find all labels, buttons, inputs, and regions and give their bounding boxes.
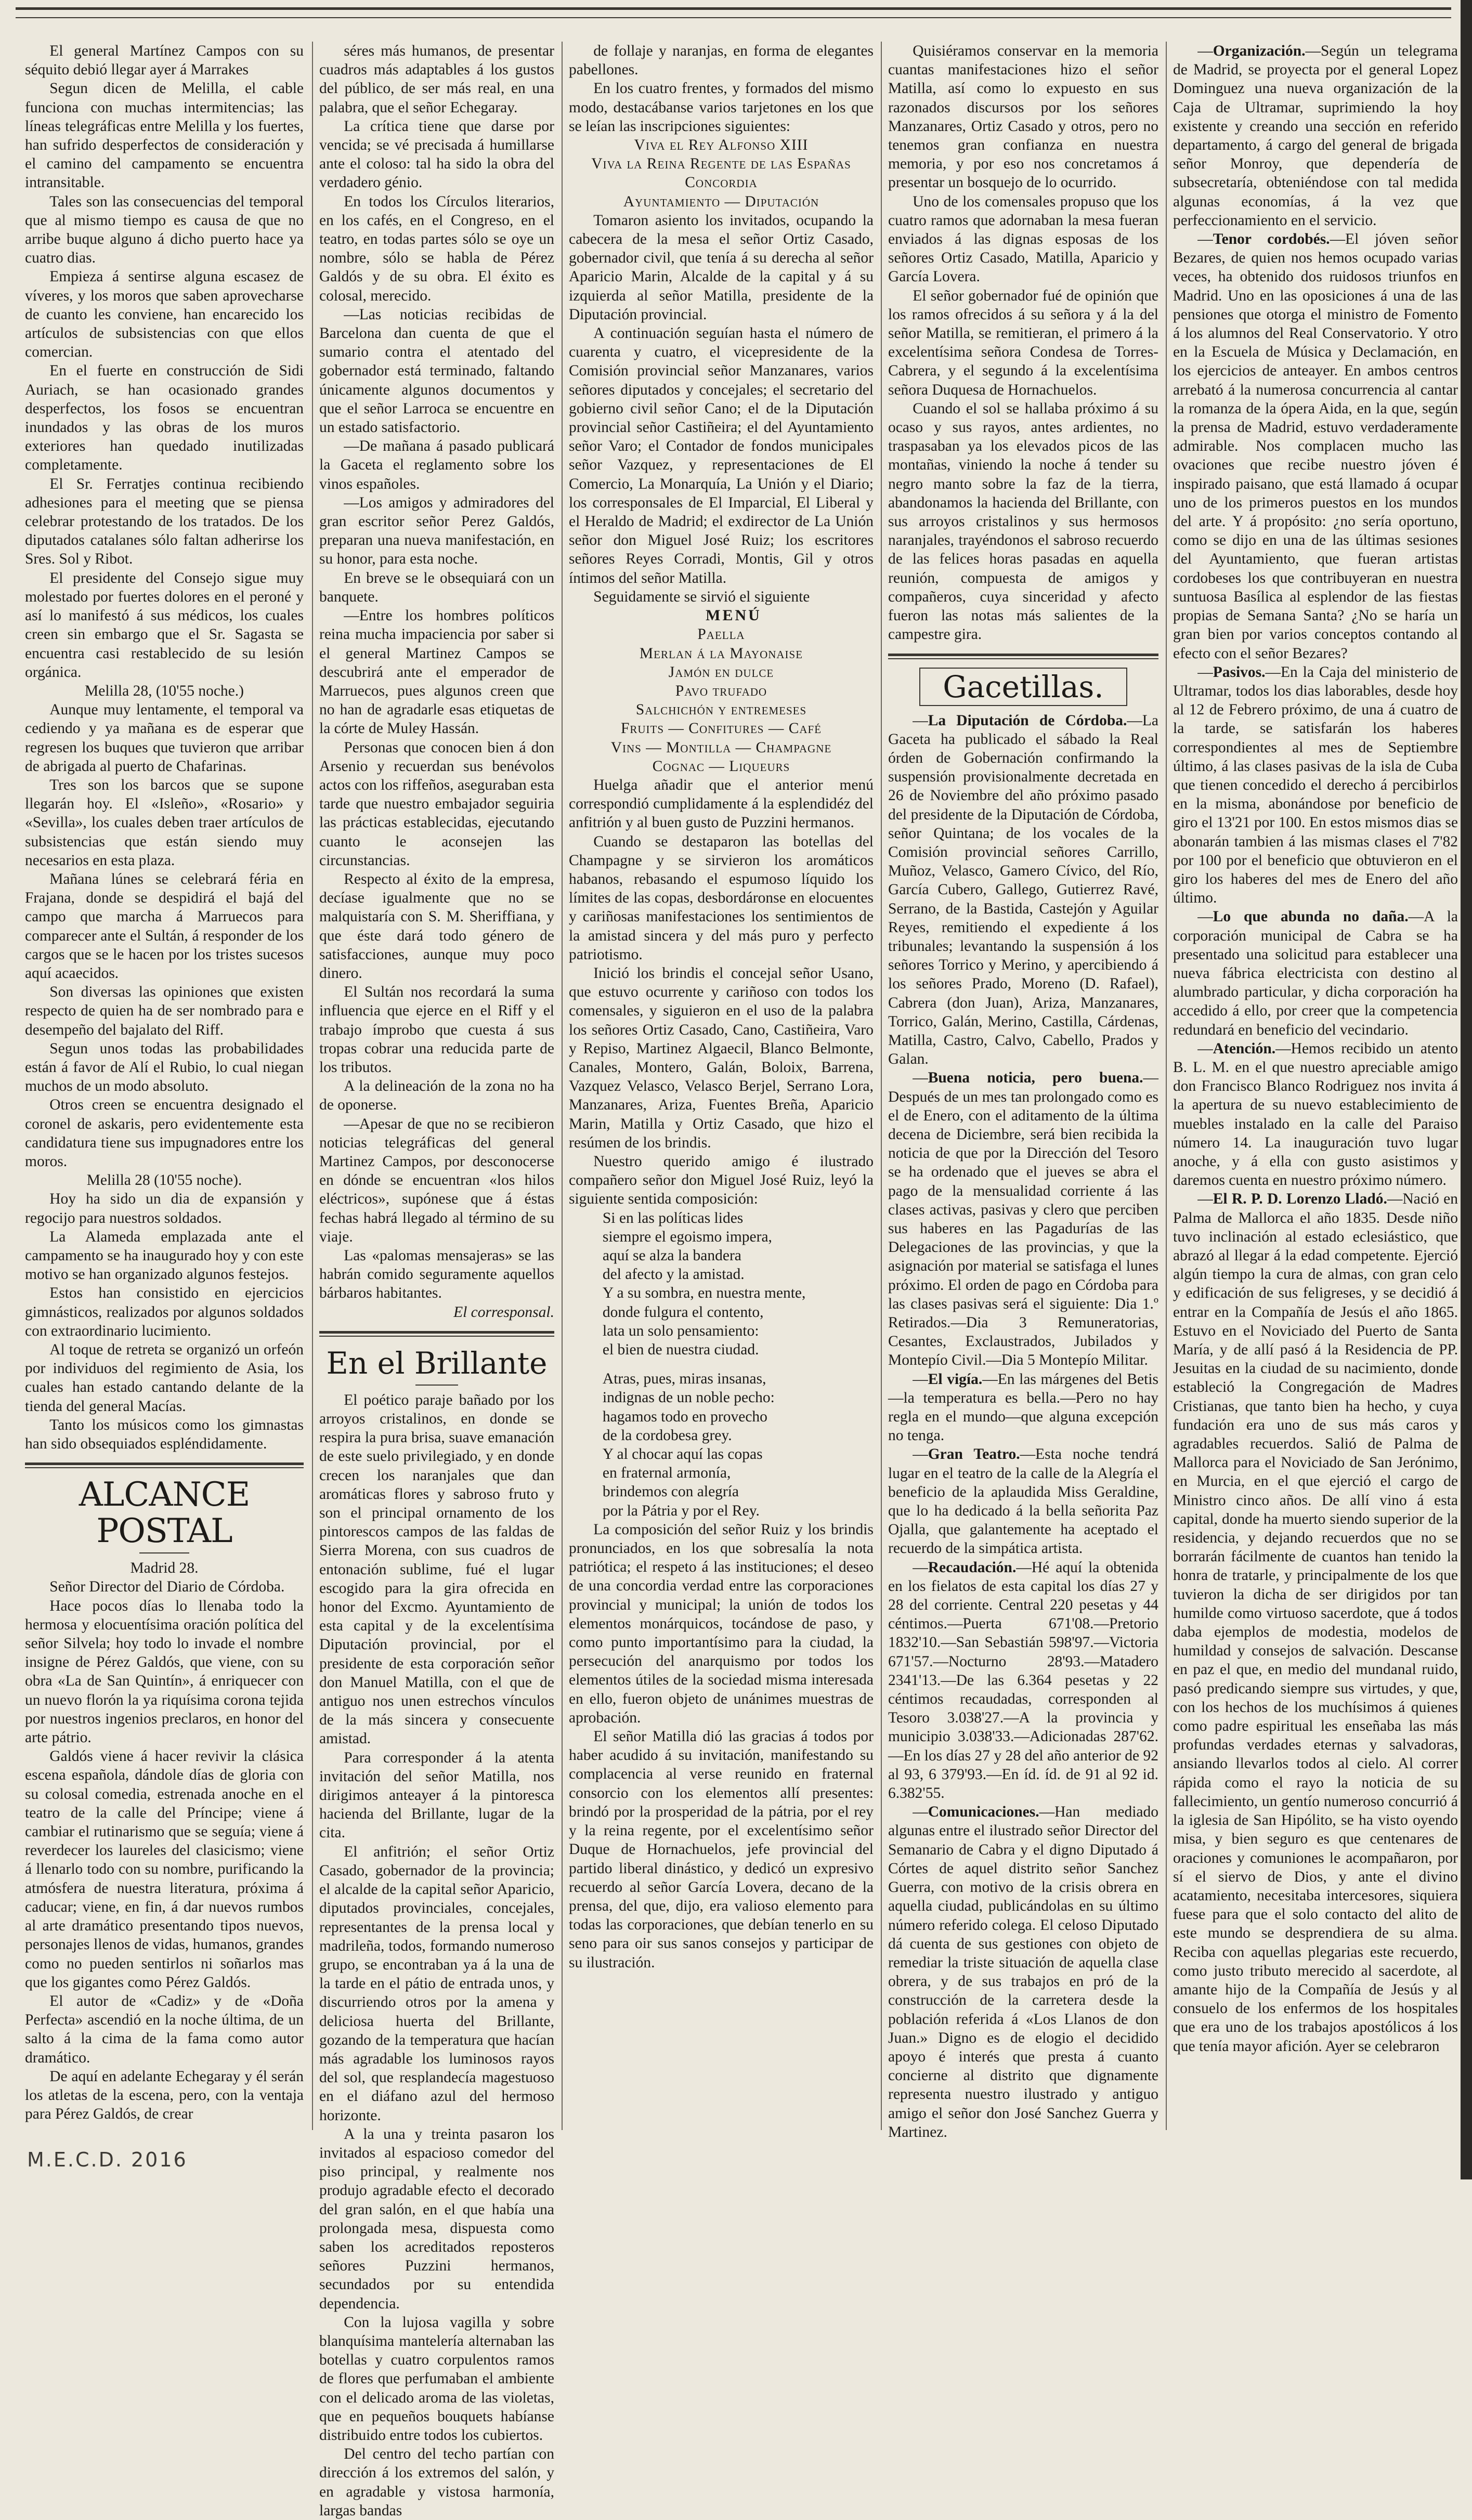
brillante-paragraph: Huelga añadir que el anterior menú correspondió cumplidamente á la esplendidéz del anfitrión y al buen gusto de Puzzini hermanos. <box>569 776 874 831</box>
news-paragraph: En el fuerte en construcción de Sidi Auriach, se han ocasionado grandes desperfectos, los fosos se encuentran inundados y las obras de los muros exteriores han quedado inutilizadas completamente. <box>25 362 304 474</box>
gacetillas-title: Gacetillas. <box>919 668 1127 706</box>
correspondence-paragraph: —Apesar de que no se recibieron noticias telegráficas del general Martinez Campos, por desconocerse en dónde se encuentran «los hilos eléctricos», supónese que á éstas fechas habrá llegado al término de su viaje. <box>319 1115 554 1245</box>
correspondence-paragraph: En breve se le obsequiará con un banquete. <box>319 569 554 605</box>
alcance-body <box>25 1597 304 2124</box>
news-paragraph: Hoy ha sido un dia de expansión y regocijo para nuestros soldados. <box>25 1191 304 1226</box>
alcance-paragraph: El autor de «Cadiz» y de «Doña Perfecta» ascendió en la noche última, de un salto á la cima de la fama como autor dramático. <box>25 1992 304 2066</box>
column-2 <box>319 42 554 2519</box>
brillante-paragraph: Con la lujosa vagilla y sobre blanquísima mantelería alternaban las botellas y cuatro corpulentos ramos de flores que perfumaban el ambiente con el delicado aroma de las violetas, que en pequeños bouquets habíanse distribuido entre todos los cubiertos. <box>319 2314 554 2444</box>
gacetilla-item-head: Recaudación. <box>928 1559 1017 1576</box>
gacetilla-item-head: El vigía. <box>928 1370 983 1388</box>
alcance-dateline: Madrid 28. <box>130 1560 199 1577</box>
news-item-text: A la corporación municipal de Cabra se ha presentado una solicitud para establecer una nueva fábrica electricista con destino al alumbrado particular, y dicha corporación ha accedido á ello, por creer que la competencia redundará en beneficio del vecindario. <box>1173 908 1458 1038</box>
alcance-salutation: Señor Director del Diario de Córdoba. <box>49 1578 285 1596</box>
news-item-text: Nació en Palma de Mallorca el año 1835. Desde niño tuvo inclinación al estado eclesiástico, que abrazó al llegar á la edad competente. Ejerció algún tiempo la cura de almas, con gran celo y edificación de sus feligreses, y se decidió á entrar en la Compañía de Jesús el año 1865. Estuvo en el Noviciado del Puerto de Santa María, y de allí pasó á la Residencia de PP. Jesuitas en la ciudad de su nacimiento, donde estableció la Congregación de Madres Cristianas, que tanto bien ha hecho, y cuya fundación era uno de sus más caros y agradables recuerdos. Salió de Palma de Mallorca para el Noviciado de San Jerónimo, en Murcia, en el que ejerció el cargo de Ministro cinco años. De allí vino á esta capital, donde ha muerto siendo superior de la residencia, y dejando recuerdos que no se borrarán fácilmente de cuantos han tenido la honra de tratarle, y principalmente de los que tuvieron la dicha de ser dirigidos por tan humilde como virtuoso sacerdote, que á todos daba ejemplos de modestia, modelos de humildad y consejos de salvación. Descanse en paz el que, en medio del mundanal ruido, pasó predicando siempre sus virtudes, y que, con los hechos de los muchísimos á quienes como padre espiritual les enseñaba las más profundas verdades eternas y salvadoras, ansiando llevarlos todos al cielo. Al correr rápida como el rayo la noticia de su fallecimiento, un gentío numeroso concurrió á la iglesia de San Hipólito, se ha visto oyendo misa, y bien seguro es que centenares de oraciones y comuniones le acompañaron, por sí el siervo de Dios, y ante el divino acatamiento, necesitaba intercesores, siquiera fuese para que el solo contacto del alito de este mundo se desprendiera de su alma. Reciba con aquellas plegarias este recuerdo, como justo tributo merecido al sacerdote, al amante hijo de la Compañía de Jesús y al consuelo de los enfermos de los hospitales que era uno de los trabajos apostólicos á los que tenía mayor afición. Ayer se celebraron <box>1173 1191 1458 2055</box>
brillante-paragraph: El señor gobernador fué de opinión que los ramos ofrecidos á su señora y á la del señor Matilla, se remitieran, el primero á la excelentísima señora Condesa de Torres-Cabrera, y el segundo á la excelentísima señora Duquesa de Hornachuelos. <box>888 287 1158 398</box>
menu-list <box>569 625 874 776</box>
news-paragraph: Segun dicen de Melilla, el cable funciona con muchas intermitencias; las líneas telegráficas entre Melilla y los fuertes, han sufrido desperfectos de consideración y el camino del campamento se encuentra intransitable. <box>25 80 304 191</box>
news-paragraph: El presidente del Consejo sigue muy molestado por fuertes dolores en el peroné y así lo manifestó á sus médicos, los cuales creen sin embargo que el Sr. Sagasta se encuentra casi restablecido de su lesión orgánica. <box>25 569 304 681</box>
news-paragraph: Aunque muy lentamente, el temporal va cediendo y ya mañana es de esperar que regresen los buques que tuvieron que arribar de abrigada al puerto de Chafarinas. <box>25 701 304 775</box>
menu-item: Salchichón y entremeses <box>635 701 807 719</box>
poem-line: de la cordobesa grey. <box>602 1427 732 1444</box>
brillante-paragraph: Nuestro querido amigo é ilustrado compañero señor don Miguel José Ruiz, leyó la siguiente sentida composición: <box>569 1153 874 1208</box>
poem-line: lata un solo pensamiento: <box>602 1322 759 1339</box>
brillante-paragraph: El señor Matilla dió las gracias á todos por haber acudido á su invitación, manifestando su complacencia al verse reunido en fraternal consorcio con los elementos allí presentes: brindó por la prosperidad de la pátria, por el rey y la reina regente, por el excelentísimo señor Duque de Hornachuelos, jefe provincial del partido liberal dinástico, y dedicó un expresivo recuerdo al señor García Lovera, decano de la prensa, del que, dijo, era valioso elemento para todas las corporaciones, que debían tenerlo en su seno para oir sus sanos consejos y participar de su ilustración. <box>569 1728 874 1971</box>
brillante-title: En el Brillante <box>326 1345 548 1381</box>
news-paragraph: Mañana lúnes se celebrará féria en Frajana, donde se despidirá el bajá del campo que marcha á Marruecos para comparecer ante el Sultán, á responder de los cargos que se le hacen por los tristes sucesos aquí acaecidos. <box>25 870 304 982</box>
news-paragraph: Estos han consistido en ejercicios gimnásticos, realizados por algunos soldados con extraordinario lucimiento. <box>25 1285 304 1339</box>
brillante-part3 <box>569 211 874 606</box>
section-rule <box>25 1463 304 1468</box>
signature: El corresponsal. <box>453 1303 554 1321</box>
brillante-paragraph: Inició los brindis el concejal señor Usano, que estuvo ocurrente y cariñoso con todos los comensales, y siguieron en el uso de la palabra los señores Ortiz Casado, Cano, Castiñeira, Varo y Repiso, Martinez Algaecil, Blanco Belmonte, Canales, Montero, Galán, Boloix, Barrena, Vazquez Velasco, Velasco Berjel, Serrano Lora, Manzanares, Ariza, Fuentes Breña, Aparicio Marin, Matilla y Ortiz Casado, que hizo el resúmen de los brindis. <box>569 964 874 1151</box>
col5-news-list <box>1173 42 1458 2056</box>
poem-line: el bien de nuestra ciudad. <box>602 1341 759 1359</box>
brillante-part6 <box>888 42 1158 644</box>
brillante-paragraph: El poético paraje bañado por los arroyos cristalinos, en donde se respira la pura brisa, suave emanación de este suelo privilegiado, y en donde crecen los naranjales que dan aromáticas flores y sabroso fruto y son el principal ornamento de los pintorescos campos de las faldas de Sierra Morena, con sus cuadros de entonación sublime, fué el lugar escogido para la gira ofrecida en honor del Excmo. Ayuntamiento de esta capital y de la excelentísima Diputación provincial, por el presidente de esta corporación señor don Manuel Matilla, con el que de antiguo nos unen estrechos vínculos de la más sincera y consecuente amistad. <box>319 1391 554 1747</box>
column-separator <box>312 42 313 2130</box>
news-paragraph: La Alameda emplazada ante el campamento se ha inaugurado hoy y con este motivo se han organizado algunos festejos. <box>25 1228 304 1283</box>
poem-line: indignas de un noble pecho: <box>602 1389 775 1406</box>
gacetilla-item-head: Comunicaciones. <box>928 1804 1039 1821</box>
news-item-head: Tenor cordobés. <box>1213 231 1330 248</box>
top-rule <box>16 7 1451 18</box>
inscription-line: Concordia <box>685 174 758 191</box>
news-item: —Pasivos.—En la Caja del ministerio de Ultramar, todos los dias laborables, desde hoy al 12 de Febrero próximo, de una á cuatro de la tarde, se satisfarán los haberes correspondientes al mes de Septiembre último, á las clases pasivas de la isla de Cuba que tienen concedido el derecho á percibirlos en la misma, abonándose por beneficio de giro el 13'21 por 100. En estos mismos dias se abonarán tambien á las mismas clases el 7'82 por 100 por el beneficio que obtuvieron en el giro los haberes del mes de Enero del año último. <box>1173 663 1458 907</box>
news-item-head: Organización. <box>1213 43 1306 59</box>
brillante-paragraph: Para corresponder á la atenta invitación del señor Matilla, nos dirigimos anteayer á la pintoresca hacienda del Brillante, lugar de la cita. <box>319 1749 554 1842</box>
brillante-paragraph: Quisiéramos conservar en la memoria cuantas manifestaciones hizo el señor Matilla, así como lo expuesto en sus razonados discursos por los señores Manzanares, Ortiz Casado y otros, pero no tenemos gran confianza en nuestra memoria, y por eso nos concretamos á presentar un bosquejo de lo ocurrido. <box>888 43 1158 191</box>
news-paragraph: El general Martínez Campos con su séquito debió llegar ayer á Marrakes <box>25 43 304 79</box>
correspondence-paragraph: La crítica tiene que darse por vencida; se vé precisada á humillarse ante el coloso: tal ha sido la obra del verdadero génio. <box>319 117 554 191</box>
news-item: —Organización.—Según un telegrama de Madrid, se proyecta por el general Lopez Dominguez una nueva organización de la Caja de Ultramar, suprimiendo la hoy existente y creando una sección en referido departamento, á cargo del general de brigada señor Monroy, que dependería de subsecretaría, obteniéndose con tal medida algunas economías, á la vez que perfeccionamiento en el servicio. <box>1173 43 1458 229</box>
column-3 <box>569 42 874 2130</box>
news-paragraph: Al toque de retreta se organizó un orfeón por individuos del regimiento de Asia, los cuales han estado cantando delante de la tienda del general Macías. <box>25 1341 304 1415</box>
news-item-text: Según un telegrama de Madrid, se proyecta por el general Lopez Dominguez una nueva organización de la Caja de Ultramar, suprimiendo la hoy existente y creando una sección en referido departamento, á cargo del general de brigada señor Monroy, que dependería de subsecretaría, obteniéndose con tal medida algunas economías, á la vez que perfeccionamiento en el servicio. <box>1173 43 1458 229</box>
news-item: —Atención.—Hemos recibido un atento B. L. M. en el que nuestro apreciable amigo don Francisco Blanco Rodriguez nos invita á la apertura de su nuevo establecimiento de muebles instalado en la calle del Paraiso número 14. La inauguración tuvo lugar anoche, y á ella con gusto asistimos y daremos cuenta en nuestro próximo número. <box>1173 1040 1458 1189</box>
inscription-line: Ayuntamiento — Diputación <box>623 193 819 210</box>
brillante-paragraph: Cuando se destaparon las botellas del Champagne y se sirvieron los aromáticos habanos, rebasando el espumoso líquido los límites de las copas, desbordáronse en elocuentes y cariñosas manifestaciones los sentimientos de la amistad sincera y del más puro y perfecto patriotismo. <box>569 833 874 963</box>
inscription-line: Viva la Reina Regente de las Españas <box>591 155 851 173</box>
poem-line: donde fulgura el contento, <box>602 1303 764 1321</box>
news-paragraph: El Sr. Ferratjes continua recibiendo adhesiones para el meeting que se piensa celebrar protestando de los tratados. De los diputados catalanes sólo faltan adherirse los Sres. Sol y Ribot. <box>25 475 304 568</box>
column-separator <box>562 42 563 2130</box>
gacetilla-item-head: Gran Teatro. <box>928 1446 1020 1463</box>
column-separator <box>1166 42 1167 2130</box>
news-item-head: Pasivos. <box>1213 663 1266 681</box>
gacetilla-item: —El vigía.—En las márgenes del Betis—la temperatura es bella.—Pero no hay regla en el mundo—que alguna excepción no tenga. <box>888 1370 1158 1444</box>
brillante-part5 <box>569 1520 874 1972</box>
poem-line: siempre el egoismo impera, <box>602 1228 772 1245</box>
gacetilla-item: —Buena noticia, pero buena.—Después de un mes tan prolongado como es el de Enero, con el aditamento de la última decena de Diciembre, será bien recibida la noticia de que por la Dirección del Tesoro se ha ordenado que el jueves se abra el pago de la mensualidad corriente á las clases activas, pasivas y clero que perciben sus haberes en las Pagadurías de las Delegaciones de las provincias, y que la asignación por material se satisfaga el lunes próximo. El orden de pago en Córdoba para las clases pasivas será el siguiente: Dia 1.º Retirados.—Dia 3 Remuneratorias, Cesantes, Exclaustrados, Jubilados y Montepío Civil.—Dia 5 Montepío Militar. <box>888 1069 1158 1369</box>
poem-line: por la Pátria y por el Rey. <box>602 1502 760 1519</box>
menu-item: Pavo trufado <box>675 682 767 699</box>
menu-item: Vins — Montilla — Champagne <box>610 739 832 756</box>
correspondence-paragraph: séres más humanos, de presentar cuadros más adaptables á los gustos del público, de ser más real, en una palabra, que el señor Echegaray. <box>319 43 554 116</box>
news-item: —El R. P. D. Lorenzo Lladó.—Nació en Palma de Mallorca el año 1835. Desde niño tuvo inclinación al estado eclesiástico, que abrazó al llegar á la edad competente. Ejerció algún tiempo la cura de almas, con gran celo y edificación de sus feligreses, y se decidió á entrar en la Compañía de Jesús el año 1865. Estuvo en el Noviciado del Puerto de Santa María, y de allí pasó á la Residencia de PP. Jesuitas en la ciudad de su nacimiento, donde estableció la Congregación de Madres Cristianas, que tanto bien ha hecho, y cuya fundación era uno de sus más caros y agradables recuerdos. Salió de Palma de Mallorca para el Noviciado de San Jerónimo, en Murcia, en el que ejerció el cargo de Ministro cinco años. De allí vino á esta capital, donde ha muerto siendo superior de la residencia, y dejando recuerdos que no se borrarán fácilmente de cuantos han tenido la honra de tratarle, y principalmente de los que tuvieron la dicha de ser dirigidos por tan humilde como virtuoso sacerdote, que á todos daba ejemplos de modestia, modelos de humildad y consejos de salvación. Descanse en paz el que, en medio del mundanal ruido, pasó predicando siempre sus virtudes, y que, con los hechos de los muchísimos á quienes como padre espiritual les enseñaba las más profundas verdades eternas y salvadoras, ansiando llevarlos todos al cielo. Al correr rápida como el rayo la noticia de su fallecimiento, un gentío numeroso concurrió á la iglesia de San Hipólito, se ha visto oyendo misa, y bien seguro es que centenares de oraciones y comuniones le acompañaron, por sí el siervo de Dios, y ante el divino acatamiento, necesitaba intercesores, siquiera fuese para que el solo contacto del alito de este mundo se desprendiera de su alma. Reciba con aquellas plegarias este recuerdo, como justo tributo merecido al sacerdote, al amante hijo de la Compañía de Jesús y al consuelo de los enfermos de los hospitales que era uno de los trabajos apostólicos á los que tenía mayor afición. Ayer se celebraron <box>1173 1191 1458 2055</box>
poem-line: Y a su sombra, en nuestra mente, <box>602 1285 806 1302</box>
brillante-paragraph: de follaje y naranjas, en forma de elegantes pabellones. <box>569 43 874 79</box>
correspondence-paragraph: —Las noticias recibidas de Barcelona dan cuenta de que el sumario contra el atentado del gobernador está terminado, faltando únicamente algunos documentos y que el señor Larroca se encuentre en un estado satisfactorio. <box>319 306 554 436</box>
brillante-paragraph: Del centro del techo partían con dirección á los extremos del salón, y en agradable y vistosa harmonía, largas bandas <box>319 2446 554 2519</box>
news-paragraph: Tres son los barcos que se supone llegarán hoy. El «Isleño», «Rosario» y «Sevilla», los cuales deben traer artículos de subsistencias que están siendo muy necesarios en esta plaza. <box>25 776 304 869</box>
inscription-line: Viva el Rey Alfonso XIII <box>634 137 809 154</box>
brillante-paragraph: A continuación seguían hasta el número de cuarenta y cuatro, el vicepresidente de la Comisión provincial señor Manzanares, varios señores diputados y concejales; el secretario del gobierno civil señor Cano; el de la Diputación provincial señor Castiñeira; el del Ayuntamiento señor Varo; el Contador de fondos municipales señor Vazquez, y representaciones de El Comercio, La Monarquía, La Unión y el Diario; los corresponsales de El Imparcial, El Liberal y el Heraldo de Madrid; el exdirector de La Unión señor don Miguel José Ruiz; los escritores señores Reyes Corradi, Montis, Gil y otros íntimos del señor Matilla. <box>569 325 874 586</box>
news-paragraph: Son diversas las opiniones que existen respecto de quien ha de ser nombrado para e desempeño del bajalato del Riff. <box>25 984 304 1038</box>
correspondence-paragraph: En todos los Círculos literarios, en los cafés, en el Congreso, en el teatro, en todas partes sólo se oye un nombre, sólo se habla de Pérez Galdós y de su obra. El éxito es colosal, merecido. <box>319 193 554 304</box>
poem-line: en fraternal armonía, <box>602 1465 731 1482</box>
poem-line: Si en las políticas lides <box>602 1209 744 1226</box>
gacetilla-item: —La Diputación de Córdoba.—La Gaceta ha publicado el sábado la Real órden de Gobernación confirmando la suspensión provisionalmente decretada en 26 de Noviembre del año próximo pasado del presidente de la Diputación de Córdoba, señor Quintana; de los vocales de la Comisión provincial señores Carrillo, Muñoz, Velasco, Gamero Cívico, del Río, García Cubero, Gallego, Gutierrez Ravé, Serrano, de la Bastida, Castejón y Aguilar Reyes, remitiendo el expediente á los tribunales; levantando la suspensión á los señores Torrico y Merino, y apercibiendo á los señores Prado, Moreno (D. Rafael), Cabrera (don Juan), Ariza, Manzanares, Torrico, Galán, Merino, Castilla, Cárdenas, Matilla, Castro, Calvo, Cabello, Prados y Galan. <box>888 712 1158 1068</box>
gacetilla-item: —Recaudación.—Hé aquí la obtenida en los fielatos de esta capital los días 27 y 28 del corriente. Central 220 pesetas y 44 céntimos.—Puerta 671'08.—Pretorio 1832'10.—San Sebastián 598'97.—Victoria 671'57.—Nocturno 28'93.—Matadero 2341'13.—De las 6.364 pesetas y 22 céntimos recaudadas, corresponden al Tesoro 3.038'27.—A la provincia y municipio 3.038'33.—Adicionadas 287'62.—En los días 27 y 28 del año anterior de 92 al 93, 6 379'93.—En íd. íd. de 91 al 92 id. 6.382'55. <box>888 1559 1158 1802</box>
brillante-paragraph: A la una y treinta pasaron los invitados al espacioso comedor del piso principal, y realmente nos produjo agradable efecto el decorado del gran salón, en el que había una prolongada mesa, dispuesta como saben los acreditados reposteros señores Puzzini hermanos, secundados por su entendida dependencia. <box>319 2125 554 2312</box>
brillante-paragraph: La composición del señor Ruiz y los brindis pronunciados, en los que sobresalía la nota patriótica; el respeto á las instituciones; el deseo de una concordia verdad entre las corporaciones provincial y municipal; la unión de todos los elementos monárquicos, tocándose de paso, y como punto importantísimo para la ciudad, la persecución del anarquismo por todos los elementos útiles de la sociedad misma interesada en ello, fueron objeto de unánimes muestras de aprobación. <box>569 1521 874 1726</box>
section-rule <box>888 654 1158 659</box>
news-item: —Tenor cordobés.—El jóven señor Bezares, de quien nos hemos ocupado varias veces, ha obtenido dos ruidosos triunfos en Madrid. Uno en las oposiciones á una de las pensiones que otorga el ministro de Fomento á los alumnos del Real Conservatorio. Y otro en la Escuela de Música y Declamación, en los ejercicios de anteayer. En ambos centros arrebató á la numerosa concurrencia al cantar la romanza de la ópera Aida, en la que, según la prensa de Madrid, estuvo verdaderamente admirable. Nos complacen mucho las ovaciones que recibe nuestro jóven é inspirado paisano, que está llamado á ocupar uno de los primeros puestos en los mundos del arte. Y á propósito: ¿no sería oportuno, como se dijo en una de las últimas sesiones del Ayuntamiento, que fueran artistas cordobeses los que contribuyeran en nuestra suntuosa Basílica al esplendor de las fiestas propias de Semana Santa? ¿No se haría un gran bien por varios conceptos contando al efecto con el señor Bezares? <box>1173 231 1458 662</box>
news-paragraph: Melilla 28 (10'55 noche). <box>86 1172 242 1189</box>
poem-line: hagamos todo en provecho <box>602 1408 767 1425</box>
poem-line: Y al chocar aquí las copas <box>602 1446 763 1463</box>
gacetilla-item-text: Esta noche tendrá lugar en el teatro de la calle de la Alegría el beneficio de la aplaudida Miss Geraldine, que lo ha dedicado á la bella señorita Paz Ojalla, que galantemente ha aceptado el recuerdo de la simpática artista. <box>888 1446 1159 1557</box>
news-item-head: El R. P. D. Lorenzo Lladó. <box>1213 1191 1387 1208</box>
short-rule <box>139 1552 189 1553</box>
news-item-text: Hemos recibido un atento B. L. M. en el que nuestro apreciable amigo don Francisco Blanco Rodriguez nos invita á la apertura de su nuevo establecimiento de muebles instalado en la calle del Paraiso número 14. La inauguración tuvo lugar anoche, y á ella con gusto asistimos y daremos cuenta en nuestro próximo número. <box>1173 1040 1458 1189</box>
alcance-title: ALCANCE POSTAL <box>79 1476 250 1551</box>
inscriptions <box>569 136 874 211</box>
poem-stanza-1 <box>569 1209 874 1360</box>
column-5 <box>1173 42 1458 2130</box>
gacetilla-item-text: Han mediado algunas entre el ilustrado señor Director del Semanario de Cabra y el digno Diputado á Córtes de aquel distrito señor Sanchez Guerra, con motivo de la crisis obrera en aquella ciudad, publicándolas en su último número referido colega. El celoso Diputado dá cuenta de sus gestiones con objeto de remediar la triste situación de aquella clase obrera, y de sus trabajos en pró de la construcción de la carretera desde la población referida á «Los Llanos de don Juan.» Digno es de elogio el decidido apoyo é interés que presta á cuanto concierne al distrito que dignamente representa nuestro ilustrado y antiguo amigo el señor don José Sanchez Guerra y Martinez. <box>888 1804 1158 2140</box>
news-paragraph: Empieza á sentirse alguna escasez de víveres, y los moros que saben aprovecharse de cuanto les conviene, han encarecido los artículos de subsistencias con que ellos comercian. <box>25 268 304 361</box>
news-paragraph: Otros creen se encuentra designado el coronel de askaris, pero evidentemente esta candidatura tiene sus impugnadores entre los moros. <box>25 1096 304 1170</box>
menu-item: Merlan á la Mayonaise <box>639 645 803 662</box>
poem-line: aquí se alza la bandera <box>602 1247 741 1264</box>
menu-item: Paella <box>697 626 745 643</box>
correspondence-paragraph: —Los amigos y admiradores del gran escritor señor Perez Galdós, preparan una nueva manifestación, en su honor, para esta noche. <box>319 494 554 568</box>
alcance-paragraph: De aquí en adelante Echegaray y él serán los atletas de la escena, pero, con la ventaja para Pérez Galdós, de crear <box>25 2068 304 2123</box>
correspondence-paragraph: A la delineación de la zona no ha de oponerse. <box>319 1078 554 1114</box>
menu-item: Fruits — Confitures — Café <box>620 720 822 737</box>
alcance-paragraph: Galdós viene á hacer revivir la clásica escena española, dándole días de gloria con su colosal comedia, estrenada anoche en el teatro de la calle del Príncipe; viene á cambiar el rutinarismo que se seguía; viene á reverdecer los laureles del clasicismo; viene á llenarlo todo con su nombre, purificando la atmósfera de nuestra literatura, próxima á caducar; viene, en fin, á dar nuevos rumbos al arte dramático presentando tipos nuevos, personajes llenos de vidas, humanos, grandes como no pueden sentirlos ni soñarlos mas que los gigantes como Pérez Galdós. <box>25 1748 304 1991</box>
column-separator <box>881 42 882 2130</box>
brillante-paragraph: Tomaron asiento los invitados, ocupando la cabecera de la mesa el señor Ortiz Casado, gobernador civil, que tenía á su derecha al señor Aparicio Marin, Alcalde de la capital y á su izquierda al señor Matilla, presidente de la Diputación provincial. <box>569 212 874 323</box>
news-item-text: En la Caja del ministerio de Ultramar, todos los dias laborables, desde hoy al 12 de Febrero próximo, de una á cuatro de la tarde, se satisfarán los haberes correspondientes al mes de Septiembre último, á las clases pasivas de la isla de Cuba que tienen concedido el derecho á percibirlos en la misma, abonándose por beneficio de giro el 13'21 por 100. En estos mismos dias se abonarán tambien á las mismas clases el 7'82 por 100 por el beneficio que obtuvieron en el giro los haberes del mes de Enero del año último. <box>1173 663 1458 907</box>
menu-item: Cognac — Liqueurs <box>652 758 790 775</box>
gacetilla-item: —Comunicaciones.—Han mediado algunas entre el ilustrado señor Director del Semanario de Cabra y el digno Diputado á Córtes de aquel distrito señor Sanchez Guerra, con motivo de la crisis obrera en aquella ciudad, publicándolas en su último número referido colega. El celoso Diputado dá cuenta de sus gestiones con objeto de remediar la triste situación de aquella clase obrera, y de sus trabajos en pró de la construcción de la carretera desde la población referida á «Los Llanos de don Juan.» Digno es de elogio el decidido apoyo é interés que presta á cuanto concierne al distrito que dignamente representa nuestro ilustrado y antiguo amigo el señor don José Sanchez Guerra y Martinez. <box>888 1804 1158 2140</box>
correspondence-paragraph: —De mañana á pasado publicará la Gaceta el reglamento sobre los vinos españoles. <box>319 438 554 492</box>
correspondence-paragraph: Las «palomas mensajeras» se las habrán comido seguramente aquellos bárbaros habitantes. <box>319 1247 554 1302</box>
correspondence-paragraph: Respecto al éxito de la empresa, decíase igualmente que no se malquistaría con S. M. Sheriffiana, y que éste dará todo género de satisfacciones, aunque muy poco dinero. <box>319 870 554 982</box>
correspondence-paragraph: El Sultán nos recordará la suma influencia que ejerce en el Riff y el trabajo ímprobo que cuesta á sus tropas cobrar una reducida parte de los tributos. <box>319 984 554 1076</box>
gacetilla-item-text: Después de un mes tan prolongado como es el de Enero, con el aditamento de la última decena de Diciembre, será bien recibida la noticia de que por la Dirección del Tesoro se ha ordenado que el jueves se abra el pago de la mensualidad corriente á las clases activas, pasivas y clero que perciben sus haberes en las Pagadurías de las Delegaciones de las provincias, y que la asignación por material se satisfaga el lunes próximo. El orden de pago en Córdoba para las clases pasivas será el siguiente: Dia 1.º Retirados.—Dia 3 Remuneratorias, Cesantes, Exclaustrados, Jubilados y Montepío Civil.—Dia 5 Montepío Militar. <box>888 1088 1158 1369</box>
news-paragraph: Melilla 28, (10'55 noche.) <box>85 682 244 699</box>
col2-correspondence <box>319 42 554 1303</box>
menu-title: MENÚ <box>706 607 762 624</box>
short-rule <box>415 1385 458 1386</box>
brillante-paragraph: En los cuatro frentes, y formados del mismo modo, destacábanse varios tarjetones en los que se leían las inscripciones siguientes: <box>569 80 874 135</box>
gacetilla-item-text: La Gaceta ha publicado el sábado la Real órden de Gobernación confirmando la suspensión provisionalmente decretada en 26 de Noviembre del año próximo pasado del presidente de la Diputación de Córdoba, señor Quintana; de los vocales de la Comisión provincial señores Carrillo, Muñoz, Velasco, Gamero Cívico, del Río, García Cubero, Gallego, Gutierrez Ravé, Serrano, de la Bastida, Castejón y Aguilar Reyes, remitiendo el expediente á los tribunales; levantando la suspensión á los señores Torrico y Merino, y apercibiendo á los señores Prado, Moreno (D. Rafael), Cabrera (don Juan), Ariza, Manzanares, Torrico, Galán, Merino, Castilla, Cárdenas, Matilla, Castro, Calvo, Cabello, Prados y Galan. <box>888 712 1158 1068</box>
gacetilla-item-head: Buena noticia, pero buena. <box>928 1069 1143 1087</box>
gacetilla-item: —Gran Teatro.—Esta noche tendrá lugar en el teatro de la calle de la Alegría el beneficio de la aplaudida Miss Geraldine, que lo ha dedicado á la bella señorita Paz Ojalla, que galantemente ha aceptado el recuerdo de la simpática artista. <box>888 1446 1159 1557</box>
news-item-text: El jóven señor Bezares, de quien nos hemos ocupado varias veces, ha obtenido dos ruidosos triunfos en Madrid. Uno en las oposiciones á una de las pensiones que otorga el ministro de Fomento á los alumnos del Real Conservatorio. Y otro en la Escuela de Música y Declamación, en los ejercicios de anteayer. En ambos centros arrebató á la numerosa concurrencia al cantar la romanza de la ópera Aida, en la que, según la prensa de Madrid, estuvo verdaderamente admirable. Nos complacen mucho las ovaciones que recibe nuestro jóven é inspirado paisano, que está llamado á ocupar uno de los primeros puestos en los mundos del arte. Y á propósito: ¿no sería oportuno, como se dijo en una de las últimas sesiones del Ayuntamiento, que fueran artistas cordobeses los que contribuyeran en nuestra suntuosa Basílica al esplendor de las fiestas propias de Semana Santa? ¿No se haría un gran bien por varios conceptos contando al efecto con el señor Bezares? <box>1173 231 1458 662</box>
poem-line: brindemos con alegría <box>602 1483 739 1500</box>
brillante-part1 <box>319 1391 554 2520</box>
column-4 <box>888 42 1159 2140</box>
page-edge <box>1461 0 1472 2179</box>
brillante-paragraph: Cuando el sol se hallaba próximo á su ocaso y sus rayos, antes ardientes, no traspasaban ya los elevados picos de las montañas, viniendo la noche á tender su negro manto sobre la faz de la tierra, abandonamos la hacienda del Brillante, con sus arroyos cristalinos y sus hermosos naranjales, trayéndonos el sabroso recuerdo de las felices horas pasadas en aquella reunión, compuesta de amigos y compañeros, cuya sinceridad y afecto fueron las notas más salientes de la campestre gira. <box>888 400 1158 643</box>
news-paragraph: Tanto los músicos como los gimnastas han sido obsequiados espléndidamente. <box>25 1416 304 1453</box>
news-item-head: Atención. <box>1213 1040 1276 1057</box>
brillante-paragraph: El anfitrión; el señor Ortiz Casado, gobernador de la provincia; el alcalde de la capital señor Aparicio, diputados provinciales, concejales, representantes de la prensa local y madrileña, todos, formando numeroso grupo, se encontraban ya á la una de la tarde en el pátio de entrada unos, y discurriendo otros por la amena y deliciosa huerta del Brillante, gozando de la temperatura que hacían más agradable los luminosos rayos del sol, que resplandecía magestuoso en el diáfano azul del hermoso horizonte. <box>319 1843 554 2124</box>
menu-item: Jamón en dulce <box>668 663 774 681</box>
alcance-paragraph: Hace pocos días lo llenaba todo la hermosa y elocuentísima oración política del señor Silvela; hoy todo lo invade el nombre insigne de Pérez Galdós, que viene, con su obra «La de San Quintín», á enriquecer con un nuevo florón la ya riquísima corona tejida por nuestros ingenios preclaros, en honor del arte pátrio. <box>25 1597 304 1746</box>
gacetillas-list <box>888 711 1158 2142</box>
brillante-part4 <box>569 776 874 1209</box>
brillante-part2 <box>569 42 874 136</box>
gacetilla-item-text: Hé aquí la obtenida en los fielatos de esta capital los días 27 y 28 del corriente. Central 220 pesetas y 44 céntimos.—Puerta 671'08.—Pretorio 1832'10.—San Sebastián 598'97.—Victoria 671'57.—Nocturno 28'93.—Matadero 2341'13.—De las 6.364 pesetas y 22 céntimos recaudadas, corresponden al Tesoro 3.038'27.—A la provincia y municipio 3.038'33.—Adicionadas 287'62.—En los días 27 y 28 del año anterior de 92 al 93, 6 379'93.—En íd. íd. de 91 al 92 id. 6.382'55. <box>888 1559 1158 1802</box>
brillante-paragraph: Seguidamente se sirvió el siguiente <box>593 588 810 605</box>
gacetilla-item-head: La Diputación de Córdoba. <box>928 712 1127 729</box>
archive-footer: M.E.C.D. 2016 <box>27 2148 188 2171</box>
correspondence-paragraph: Personas que conocen bien á don Arsenio y recuerdan sus benévolos actos con los riffeños, aseguraban esta tarde que nuestro embajador seguiria las prácticas establecidas, ejecutando cuanto le aconsejen las circunstancias. <box>319 739 554 869</box>
section-rule <box>319 1331 554 1337</box>
poem-line: Atras, pues, miras insanas, <box>602 1370 766 1388</box>
correspondence-paragraph: —Entre los hombres políticos reina mucha impaciencia por saber si el general Martinez Campos se descubrirá ante el emperador de Marruecos, pues algunos creen que no han de agradarle esas etiquetas de la córte de Muley Hassán. <box>319 607 554 737</box>
column-1 <box>25 42 304 2130</box>
news-item: —Lo que abunda no daña.—A la corporación municipal de Cabra se ha presentado una solicitud para establecer una nueva fábrica electricista con destino al alumbrado particular, y dicha corporación ha accedido á ello, por creer que la competencia redundará en beneficio del vecindario. <box>1173 908 1458 1038</box>
brillante-paragraph: Uno de los comensales propuso que los cuatro ramos que adornaban la mesa fueran enviados á las dignas esposas de los señores Ortiz Casado, Matilla, Aparicio y García Lovera. <box>888 193 1158 285</box>
news-paragraph: Segun unos todas las probabilidades están á favor de Alí el Rubio, lo cual niegan muchos de un modo absoluto. <box>25 1040 304 1095</box>
news-paragraph: Tales son las consecuencias del temporal que al mismo tiempo es causa de que no arribe buque alguno á dicho puerto hace ya cuatro dias. <box>25 193 304 267</box>
poem-line: del afecto y la amistad. <box>602 1266 745 1283</box>
poem-stanza-2 <box>569 1369 874 1520</box>
col1-news <box>25 42 304 1453</box>
news-item-head: Lo que abunda no daña. <box>1213 908 1409 925</box>
gacetilla-item-text: En las márgenes del Betis—la temperatura es bella.—Pero no hay regla en el mundo—que alguna excepción no tenga. <box>888 1370 1158 1444</box>
